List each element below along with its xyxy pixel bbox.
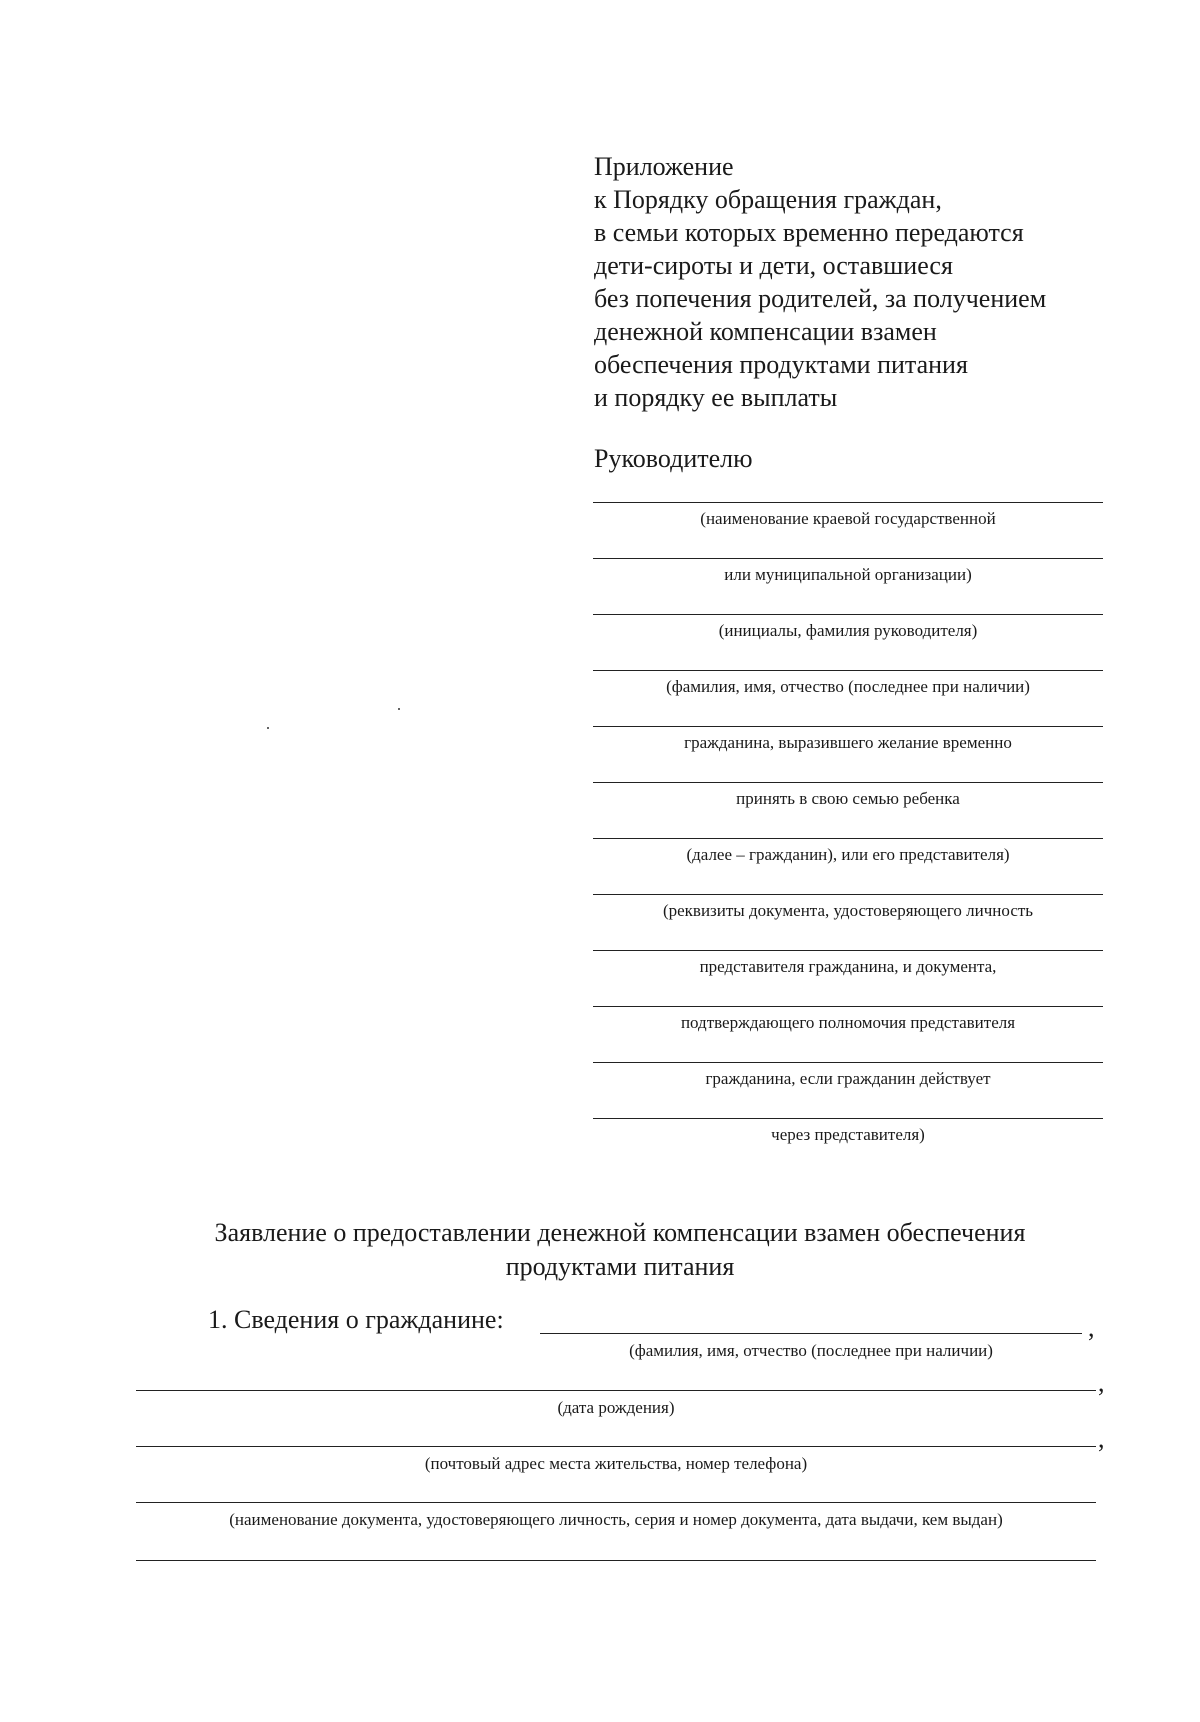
appendix-line: к Порядку обращения граждан, [594, 185, 942, 214]
addressee-label: Руководителю [594, 444, 753, 473]
fill-in-field[interactable] [593, 894, 1103, 950]
appendix-line: дети-сироты и дети, оставшиеся [594, 251, 953, 280]
comma: , [1088, 1313, 1095, 1342]
fill-in-line[interactable] [593, 670, 1103, 671]
field-caption: подтверждающего полномочия представителя [680, 1013, 1016, 1032]
field-caption: или муниципальной организации) [724, 565, 972, 584]
field-caption: (инициалы, фамилия руководителя) [718, 621, 978, 640]
field-caption: (реквизиты документа, удостоверяющего личность [662, 901, 1034, 920]
fill-in-field[interactable] [593, 782, 1103, 838]
id-document-input-line[interactable] [136, 1502, 1096, 1503]
fill-in-line[interactable] [593, 782, 1103, 783]
fill-in-line[interactable] [593, 502, 1103, 503]
appendix-line: денежной компенсации взамен [594, 317, 937, 346]
fill-in-line[interactable] [593, 950, 1103, 951]
id-document-continuation-line[interactable] [136, 1560, 1096, 1561]
field-caption: представителя гражданина, и документа, [699, 957, 997, 976]
field-caption: гражданина, выразившего желание временно [684, 733, 1012, 752]
field-caption: принять в свою семью ребенка [736, 789, 960, 808]
fill-in-line[interactable] [593, 1062, 1103, 1063]
field-caption: (наименование краевой государственной [700, 509, 996, 528]
fill-in-field[interactable] [593, 1118, 1103, 1174]
fill-in-field[interactable] [593, 558, 1103, 614]
fill-in-field[interactable] [593, 1062, 1103, 1118]
title-line: Заявление о предоставлении денежной компенсации взамен обеспечения [214, 1218, 1026, 1247]
title-line: продуктами питания [505, 1252, 735, 1281]
fill-in-line[interactable] [593, 894, 1103, 895]
statement-title [0, 1216, 1200, 1284]
fill-in-line[interactable] [593, 614, 1103, 615]
appendix-line: обеспечения продуктами питания [594, 350, 968, 379]
fill-in-line[interactable] [593, 1006, 1103, 1007]
fill-in-line[interactable] [593, 726, 1103, 727]
birth-date-input-line[interactable] [136, 1390, 1096, 1391]
comma: , [1098, 1424, 1105, 1453]
appendix-line: и порядку ее выплаты [594, 383, 838, 412]
field-caption: (фамилия, имя, отчество (последнее при наличии) [666, 677, 1030, 696]
fill-in-field[interactable] [593, 670, 1103, 726]
fill-in-field[interactable] [593, 950, 1103, 1006]
id-document-caption: (наименование документа, удостоверяющего личность, серия и номер документа, дата выдачи, кем выдан) [229, 1510, 1003, 1529]
fill-in-line[interactable] [593, 838, 1103, 839]
appendix-line: в семьи которых временно передаются [594, 218, 1024, 247]
comma: , [1098, 1368, 1105, 1397]
address-caption: (почтовый адрес места жительства, номер телефона) [424, 1454, 808, 1473]
addressee-fields [593, 502, 1103, 1174]
fill-in-field[interactable] [593, 1006, 1103, 1062]
fill-in-line[interactable] [593, 1118, 1103, 1119]
fio-caption: (фамилия, имя, отчество (последнее при наличии) [629, 1341, 993, 1360]
fill-in-field[interactable] [593, 614, 1103, 670]
appendix-line: Приложение [594, 152, 734, 181]
scan-speck [267, 727, 269, 729]
field-caption: через представителя) [771, 1125, 925, 1144]
section-citizen-label: 1. Сведения о гражданине: [208, 1305, 504, 1334]
fill-in-field[interactable] [593, 502, 1103, 558]
field-caption: гражданина, если гражданин действует [705, 1069, 991, 1088]
fio-input-line[interactable] [540, 1333, 1082, 1334]
appendix-header [594, 150, 1114, 414]
scan-speck [398, 708, 400, 710]
address-input-line[interactable] [136, 1446, 1096, 1447]
appendix-line: без попечения родителей, за получением [594, 284, 1047, 313]
field-caption: (далее – гражданин), или его представителя) [686, 845, 1010, 864]
fill-in-field[interactable] [593, 838, 1103, 894]
birth-date-caption: (дата рождения) [557, 1398, 675, 1417]
fill-in-line[interactable] [593, 558, 1103, 559]
fill-in-field[interactable] [593, 726, 1103, 782]
